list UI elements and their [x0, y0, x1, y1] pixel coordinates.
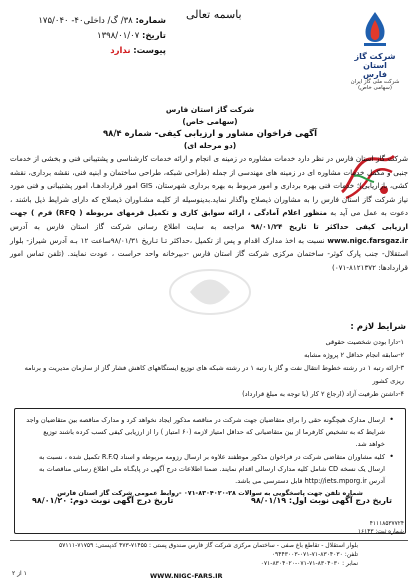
number-label: شماره:	[135, 16, 166, 26]
footer-phone: تلفن: ۸۳۰۴۰۳۰-۷۱-۰۷۱-۰۹۴۴۳۰۰۳	[271, 551, 358, 558]
condition-item: ۴-داشتن ظرفیت آزاد (ارجاع ۲ کار (با توجه به مبلغ قرارداد)	[242, 390, 404, 398]
company-logo	[350, 10, 400, 91]
attachment-row	[16, 44, 166, 59]
logo-line2: شرکت ملی گاز ایران	[350, 79, 400, 85]
second-publish-date: تاریخ درج آگهی نوبت دوم: ۹۸/۰۱/۲۰	[32, 496, 174, 505]
attachment-label: پیوست:	[133, 46, 166, 56]
note-item: • کلیه مشاوران متقاضی شرکت در فراخوان مذکور موظفند علاوه بر ارسال رزومه مربوطه و اسناد R.F.Q تکمیل شده ، نسبت به ارسال یک نسخه CD شامل کلیه مدارک ارسالی اقدام نمایند. ضمنا اطلاعات درج آگهی در پایگـاه ملی اطلاع رسانی مناقصات به آدرس http://iets.mporg.ir قابل دسترسی می باشد.	[26, 451, 394, 488]
letter-meta	[16, 14, 166, 59]
registration-ids	[358, 520, 404, 536]
logo-line1: شرکت گاز استان فارس	[354, 52, 396, 79]
notice-title: آگهی فراخوان مشاور و ارزیابی کیفی- شماره ۹۸/۴	[102, 129, 318, 139]
attachment-value: ندارد	[110, 46, 131, 56]
letter-number-row	[16, 14, 166, 29]
body-p2-bold: ( RFQ) فرم ) جهت ارزیابی کیفی حداکثر تا تاریخ ۹۸/۰۱/۲۴	[10, 208, 408, 231]
basmala: باسمه تعالی	[186, 8, 242, 21]
body-p1: شرکت گاز استان فارس در نظر دارد خدمات مشاوره در زمینه ی انجام و ارائه خدمات کارشناسی و پشتیبانی فنی و بخشی از خدمات جنبی و مکمل خدمات مشاوره ای در زمینه های مهندسی از جمله (طراحی شبکه، طراحی ساختمان و ابنیه فنی، نقشه برداری، نقشه کشی، بازاریابی)؛ خدمات فنی بهره برداری و امور مربوط به بهره برداری شهرستان، GIS امور قراردادهـا، امور پشتیبانی و فنی مورد نیاز شرکت گاز استان فارس را به مشاوران ذیصلاح واگذار نماید.بدینوسیله از کلیـه مشـاوران ذیصلاح که دارای شرایط ذیل باشند ، دعوت به عمل می آید به	[10, 154, 408, 218]
letter-footer	[0, 540, 418, 580]
condition-item: ۳-ارائه رتبه ۱ در رشته خطوط انتقال نفت و گاز یا رتبه ۱ در رشته شبکه های توزیع ایستگاههای کاهش فشار گاز از سازمان مدیریت و برنامه	[24, 364, 404, 372]
notice-company: شرکت گاز استان فارس	[165, 105, 255, 114]
publish-dates	[32, 496, 392, 505]
number-value: ۳۸/ گ/ داخلی۴۰- ۱۷۵/۰۴۰	[38, 16, 133, 26]
registration-number: شماره ثبت: ۱۶۱۴۳	[357, 529, 404, 535]
body-p1-bold: منظور اعلام آمادگی ، ارائه سوابق کاری و تکمیل فرمهای مربوطه	[85, 208, 327, 218]
page-number: ۱ از ۲	[12, 570, 27, 577]
condition-item: ۲-سابقه انجام حداقل ۲ پروژه مشابه	[304, 351, 404, 359]
letter-date-row	[16, 29, 166, 44]
conditions-title: شرایط لازم :	[350, 322, 406, 332]
national-id: ۴۱۱۱۸۵۳۷۷۲۴	[369, 521, 404, 527]
notice-body	[10, 152, 408, 274]
footer-address: بلوار استقلال - تقاطع باغ صفی - ساختمان مرکزی شرکت گاز فارس صندوق پستی : ۷۱۴۵۵-۴۷۳ کدپستی: ۷۱۷۵۹-۵۷۱۱۱	[58, 542, 358, 549]
body-p2: مراجعه به سایت اطلاع رسانی شرکت گاز استان فارس به آدرس	[10, 221, 245, 231]
notice-company-type: (سهامی خاص)	[182, 117, 238, 126]
conditions-list	[24, 336, 404, 401]
notice-titles	[90, 104, 330, 152]
condition-item: ریزی کشور	[372, 377, 404, 385]
note-item: • ارسال مدارک هیچگونه حقی را برای متقاضیان جهت شرکت در مناقصه مذکور ایجاد نخواهد کرد و مدارک مناقصه بین متقاضیان واجد شرایط که به تشخیص کارفرما از بین متقاضیانی که حداقل امتیاز لازمه (۶۰ امتیاز ) را از ارزیابی کیفی کسب کرده باشند توزیع خواهد شد.	[26, 414, 394, 451]
condition-item: ۱-دارا بودن شخصیت حقوقی	[325, 338, 404, 346]
body-p3: نسبت به اخذ مدارک اقدام و پس از تکمیل ،حداکثر تـا تـاریخ ۹۸/۰۱/۳۱ساعت ۱۲ بـه آدرس شیراز- بلوار استقلال- جنب پارک کوثر- ساختمان مرکزی شرکت گاز استان فارس -دبیرخانه واحد حراست ، عودت نمایند. (تلفن تماس امور قراردادها: ۸۱۲۱۳۷۲-۰۷۱)	[10, 235, 408, 272]
date-value: ۱۳۹۸/۰۱/۰۷	[97, 31, 140, 41]
body-website: www.nigc.farsgaz.ir	[327, 235, 408, 245]
logo-line3: (سهامی خاص)	[357, 85, 393, 91]
notice-stage: (دو مرحله ای)	[183, 141, 237, 150]
note-phone: شماره تلفن جهت پاسخگویی به سوالات ۲۸-۸۳۰۴۰۲۰-۰۷۱ -روابط عمومی شرکت گاز استان فارس	[57, 489, 363, 498]
footer-fax: نمابر : ۸۳۰۴۰۳۰-۷۱-۰۷۱-۸۳۰۴۰۲۰-۰۷۱	[260, 560, 358, 567]
footer-website[interactable]: WWW.NIGC-FARS.IR	[150, 572, 223, 580]
notes-list	[26, 414, 394, 499]
first-publish-date: تاریخ درج آگهی نوبت اول: ۹۸/۰۱/۱۹	[250, 496, 392, 505]
flame-logo-icon	[358, 10, 392, 50]
date-label: تاریخ:	[142, 31, 166, 41]
footer-divider	[10, 540, 408, 541]
